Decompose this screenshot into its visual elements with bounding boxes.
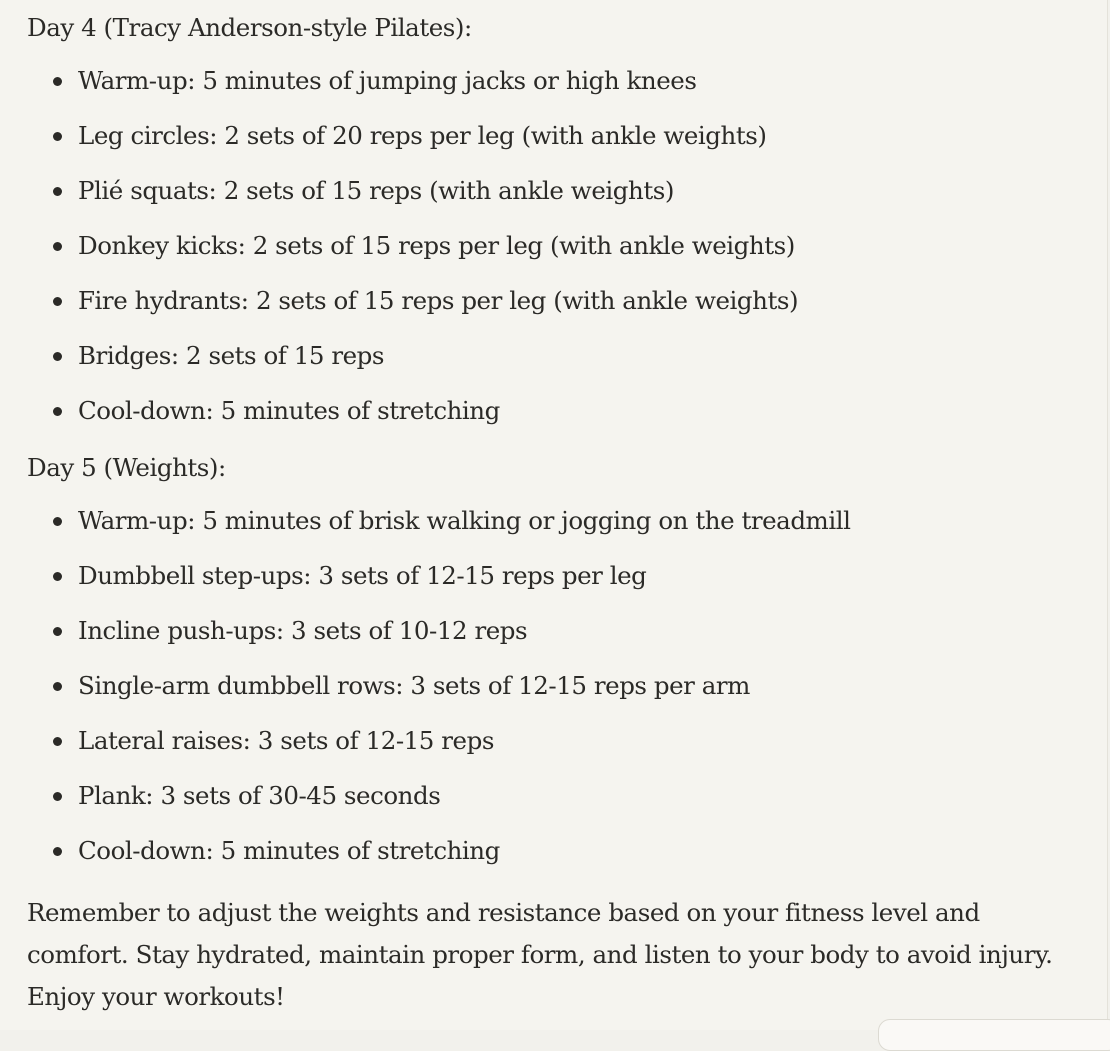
bullet-icon: [53, 407, 62, 416]
list-item-text: Cool-down: 5 minutes of stretching: [78, 396, 500, 425]
list-item: [0, 65, 798, 120]
chat-input-edge[interactable]: [878, 1019, 1110, 1051]
list-item-text: Fire hydrants: 2 sets of 15 reps per leg (with ankle weights): [78, 286, 799, 315]
list-item-text: Dumbbell step-ups: 3 sets of 12-15 reps per leg: [78, 561, 647, 590]
list-item: [0, 835, 851, 890]
list-item: [0, 505, 851, 560]
list-item-text: Warm-up: 5 minutes of brisk walking or jogging on the treadmill: [78, 506, 851, 535]
list-item-text: Cool-down: 5 minutes of stretching: [78, 836, 500, 865]
list-item-text: Lateral raises: 3 sets of 12-15 reps: [78, 726, 494, 755]
bullet-icon: [53, 627, 62, 636]
list-item: [0, 780, 851, 835]
list-item-text: Warm-up: 5 minutes of jumping jacks or high knees: [78, 66, 697, 95]
list-item: [0, 725, 851, 780]
list-item: [0, 285, 798, 340]
bullet-icon: [53, 517, 62, 526]
list-item-text: Incline push-ups: 3 sets of 10-12 reps: [78, 616, 528, 645]
bullet-icon: [53, 132, 62, 141]
bullet-icon: [53, 242, 62, 251]
list-item: [0, 560, 851, 615]
list-item: [0, 395, 798, 450]
bullet-icon: [53, 77, 62, 86]
day5-list: [0, 505, 851, 890]
day4-heading: Day 4 (Tracy Anderson-style Pilates):: [27, 13, 472, 42]
list-item: [0, 670, 851, 725]
list-item: [0, 615, 851, 670]
bullet-icon: [53, 352, 62, 361]
day5-heading: Day 5 (Weights):: [27, 453, 226, 482]
bullet-icon: [53, 187, 62, 196]
bullet-icon: [53, 297, 62, 306]
list-item-text: Bridges: 2 sets of 15 reps: [78, 341, 385, 370]
day4-list: [0, 65, 798, 450]
list-item: [0, 120, 798, 175]
list-item-text: Plié squats: 2 sets of 15 reps (with ankle weights): [78, 176, 674, 205]
list-item-text: Plank: 3 sets of 30-45 seconds: [78, 781, 441, 810]
list-item: [0, 340, 798, 395]
list-item-text: Leg circles: 2 sets of 20 reps per leg (with ankle weights): [78, 121, 767, 150]
bullet-icon: [53, 792, 62, 801]
closing-paragraph: Remember to adjust the weights and resistance based on your fitness level and comfort. Stay hydrated, maintain proper form, and listen to your body to avoid injury. Enjoy your workouts!: [27, 898, 1053, 1011]
list-item-text: Donkey kicks: 2 sets of 15 reps per leg (with ankle weights): [78, 231, 795, 260]
bullet-icon: [53, 572, 62, 581]
list-item: [0, 175, 798, 230]
bullet-icon: [53, 682, 62, 691]
bullet-icon: [53, 737, 62, 746]
list-item-text: Single-arm dumbbell rows: 3 sets of 12-15 reps per arm: [78, 671, 750, 700]
bullet-icon: [53, 847, 62, 856]
list-item: [0, 230, 798, 285]
